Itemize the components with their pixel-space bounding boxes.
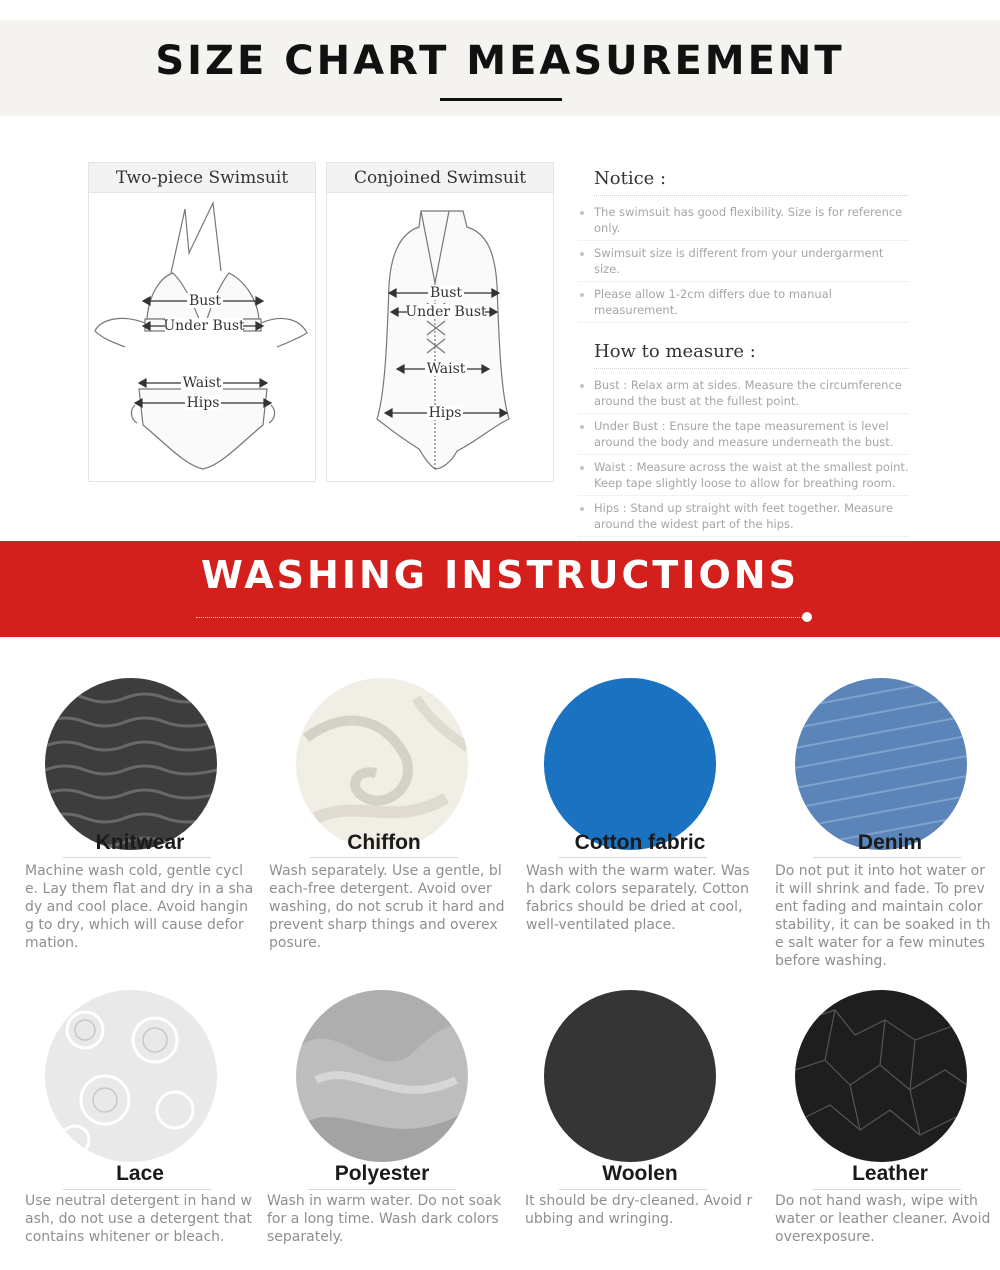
conjoined-waist-label: Waist (426, 361, 466, 377)
denim-texture-icon (795, 678, 967, 850)
measure-item: Hips : Stand up straight with feet together. Measure around the widest part of the hips. (578, 496, 909, 537)
fabric-description: Wash separately. Use a gentle, bleach-free detergent. Avoid over washing, do not scrub it hard and prevent sharp things and overexposure. (269, 863, 505, 951)
fabric-divider (559, 857, 707, 858)
fabric-divider (813, 1189, 961, 1190)
size-chart-title: SIZE CHART MEASUREMENT (155, 38, 845, 84)
fabric-name: Polyester (334, 1162, 430, 1185)
conjoined-swimsuit-illustration (327, 193, 555, 483)
size-chart-header (0, 20, 1000, 116)
divider-dot-icon (802, 612, 812, 622)
polyester-texture-icon (296, 990, 468, 1162)
knit-texture-icon (45, 678, 217, 850)
notice-item: Please allow 1-2cm differs due to manual measurement. (578, 282, 909, 323)
bullet-icon (580, 211, 584, 215)
conjoined-diagram (326, 162, 554, 482)
measure-item: Bust : Relax arm at sides. Measure the circumference around the bust at the fullest point. (578, 373, 909, 414)
bullet-icon (580, 293, 584, 297)
measure-item: Under Bust : Ensure the tape measurement is level around the body and measure underneath the bust. (578, 414, 909, 455)
two-piece-hips-label: Hips (186, 395, 220, 411)
fabric-divider (63, 857, 211, 858)
two-piece-heading: Two-piece Swimsuit (89, 163, 315, 193)
fabric-description: Do not put it into hot water or it will shrink and fade. To prevent fading and maintain color stability, it can be soaked in the salt water for a few minutes before washing. (775, 863, 991, 969)
conjoined-hips-label: Hips (428, 405, 462, 421)
fabric-card-polyester (262, 972, 502, 1262)
bullet-icon (580, 507, 584, 511)
fabric-divider (63, 1189, 211, 1190)
fabric-name: Leather (852, 1162, 928, 1185)
fabric-card-chiffon (264, 640, 504, 970)
two-piece-under-bust-label: Under Bust (163, 318, 245, 334)
fabric-card-knitwear (20, 640, 260, 970)
woolen-texture-icon (544, 990, 716, 1162)
fabric-description: Wash in warm water. Do not soak for a long time. Wash dark colors separately. (267, 1193, 502, 1245)
fabric-divider (310, 857, 458, 858)
fabric-description: Do not hand wash, wipe with water or leather cleaner. Avoid overexposure. (775, 1193, 991, 1245)
chiffon-texture-icon (296, 678, 468, 850)
fabric-name: Chiffon (347, 831, 421, 854)
cotton-texture-icon (544, 678, 716, 850)
two-piece-diagram (88, 162, 316, 482)
lace-texture-icon (45, 990, 217, 1162)
fabric-description: Machine wash cold, gentle cycle. Lay them flat and dry in a shady and cool place. Avoid hanging to dry, which will cause deformation. (25, 863, 254, 951)
fabric-name: Lace (116, 1162, 164, 1185)
measure-item: Waist : Measure across the waist at the smallest point. Keep tape slightly loose to allow for breathing room. (578, 455, 909, 496)
fabric-name: Knitwear (95, 831, 185, 854)
fabric-divider (813, 857, 961, 858)
notice-item: Swimsuit size is different from your undergarment size. (578, 241, 909, 282)
notice-title: Notice : (594, 168, 909, 196)
conjoined-under-bust-label: Under Bust (405, 304, 487, 320)
notice-item: The swimsuit has good flexibility. Size is for reference only. (578, 200, 909, 241)
fabric-card-cotton (520, 640, 760, 970)
fabric-card-lace (20, 972, 260, 1262)
fabric-name: Cotton fabric (574, 831, 706, 854)
washing-header (0, 541, 1000, 637)
notice-list (578, 200, 923, 323)
fabric-divider (308, 1189, 456, 1190)
fabric-divider (559, 1189, 707, 1190)
fabric-description: Wash with the warm water. Wash dark colors separately. Cotton fabrics should be dried at cool, well-ventilated place. (526, 863, 750, 933)
how-to-measure-list (578, 373, 923, 537)
fabric-name: Woolen (602, 1162, 678, 1185)
title-underline (440, 98, 562, 101)
bullet-icon (580, 384, 584, 388)
how-to-measure-title: How to measure : (594, 341, 909, 369)
two-piece-swimsuit-illustration (89, 193, 317, 483)
bullet-icon (580, 466, 584, 470)
two-piece-bust-label: Bust (188, 293, 222, 309)
washing-title: WASHING INSTRUCTIONS (201, 553, 799, 597)
measurement-notes (578, 168, 923, 537)
fabric-name: Denim (857, 831, 923, 854)
fabric-card-woolen (520, 972, 760, 1262)
conjoined-heading: Conjoined Swimsuit (327, 163, 553, 193)
conjoined-bust-label: Bust (429, 285, 463, 301)
fabric-card-leather (770, 972, 1000, 1262)
dotted-divider (196, 617, 806, 618)
fabric-card-denim (770, 640, 1000, 970)
fabric-description: Use neutral detergent in hand wash, do not use a detergent that contains whitener or bleach. (25, 1193, 253, 1245)
fabric-description: It should be dry-cleaned. Avoid rubbing and wringing. (525, 1193, 753, 1227)
bullet-icon (580, 252, 584, 256)
leather-texture-icon (795, 990, 967, 1162)
two-piece-waist-label: Waist (182, 375, 222, 391)
bullet-icon (580, 425, 584, 429)
